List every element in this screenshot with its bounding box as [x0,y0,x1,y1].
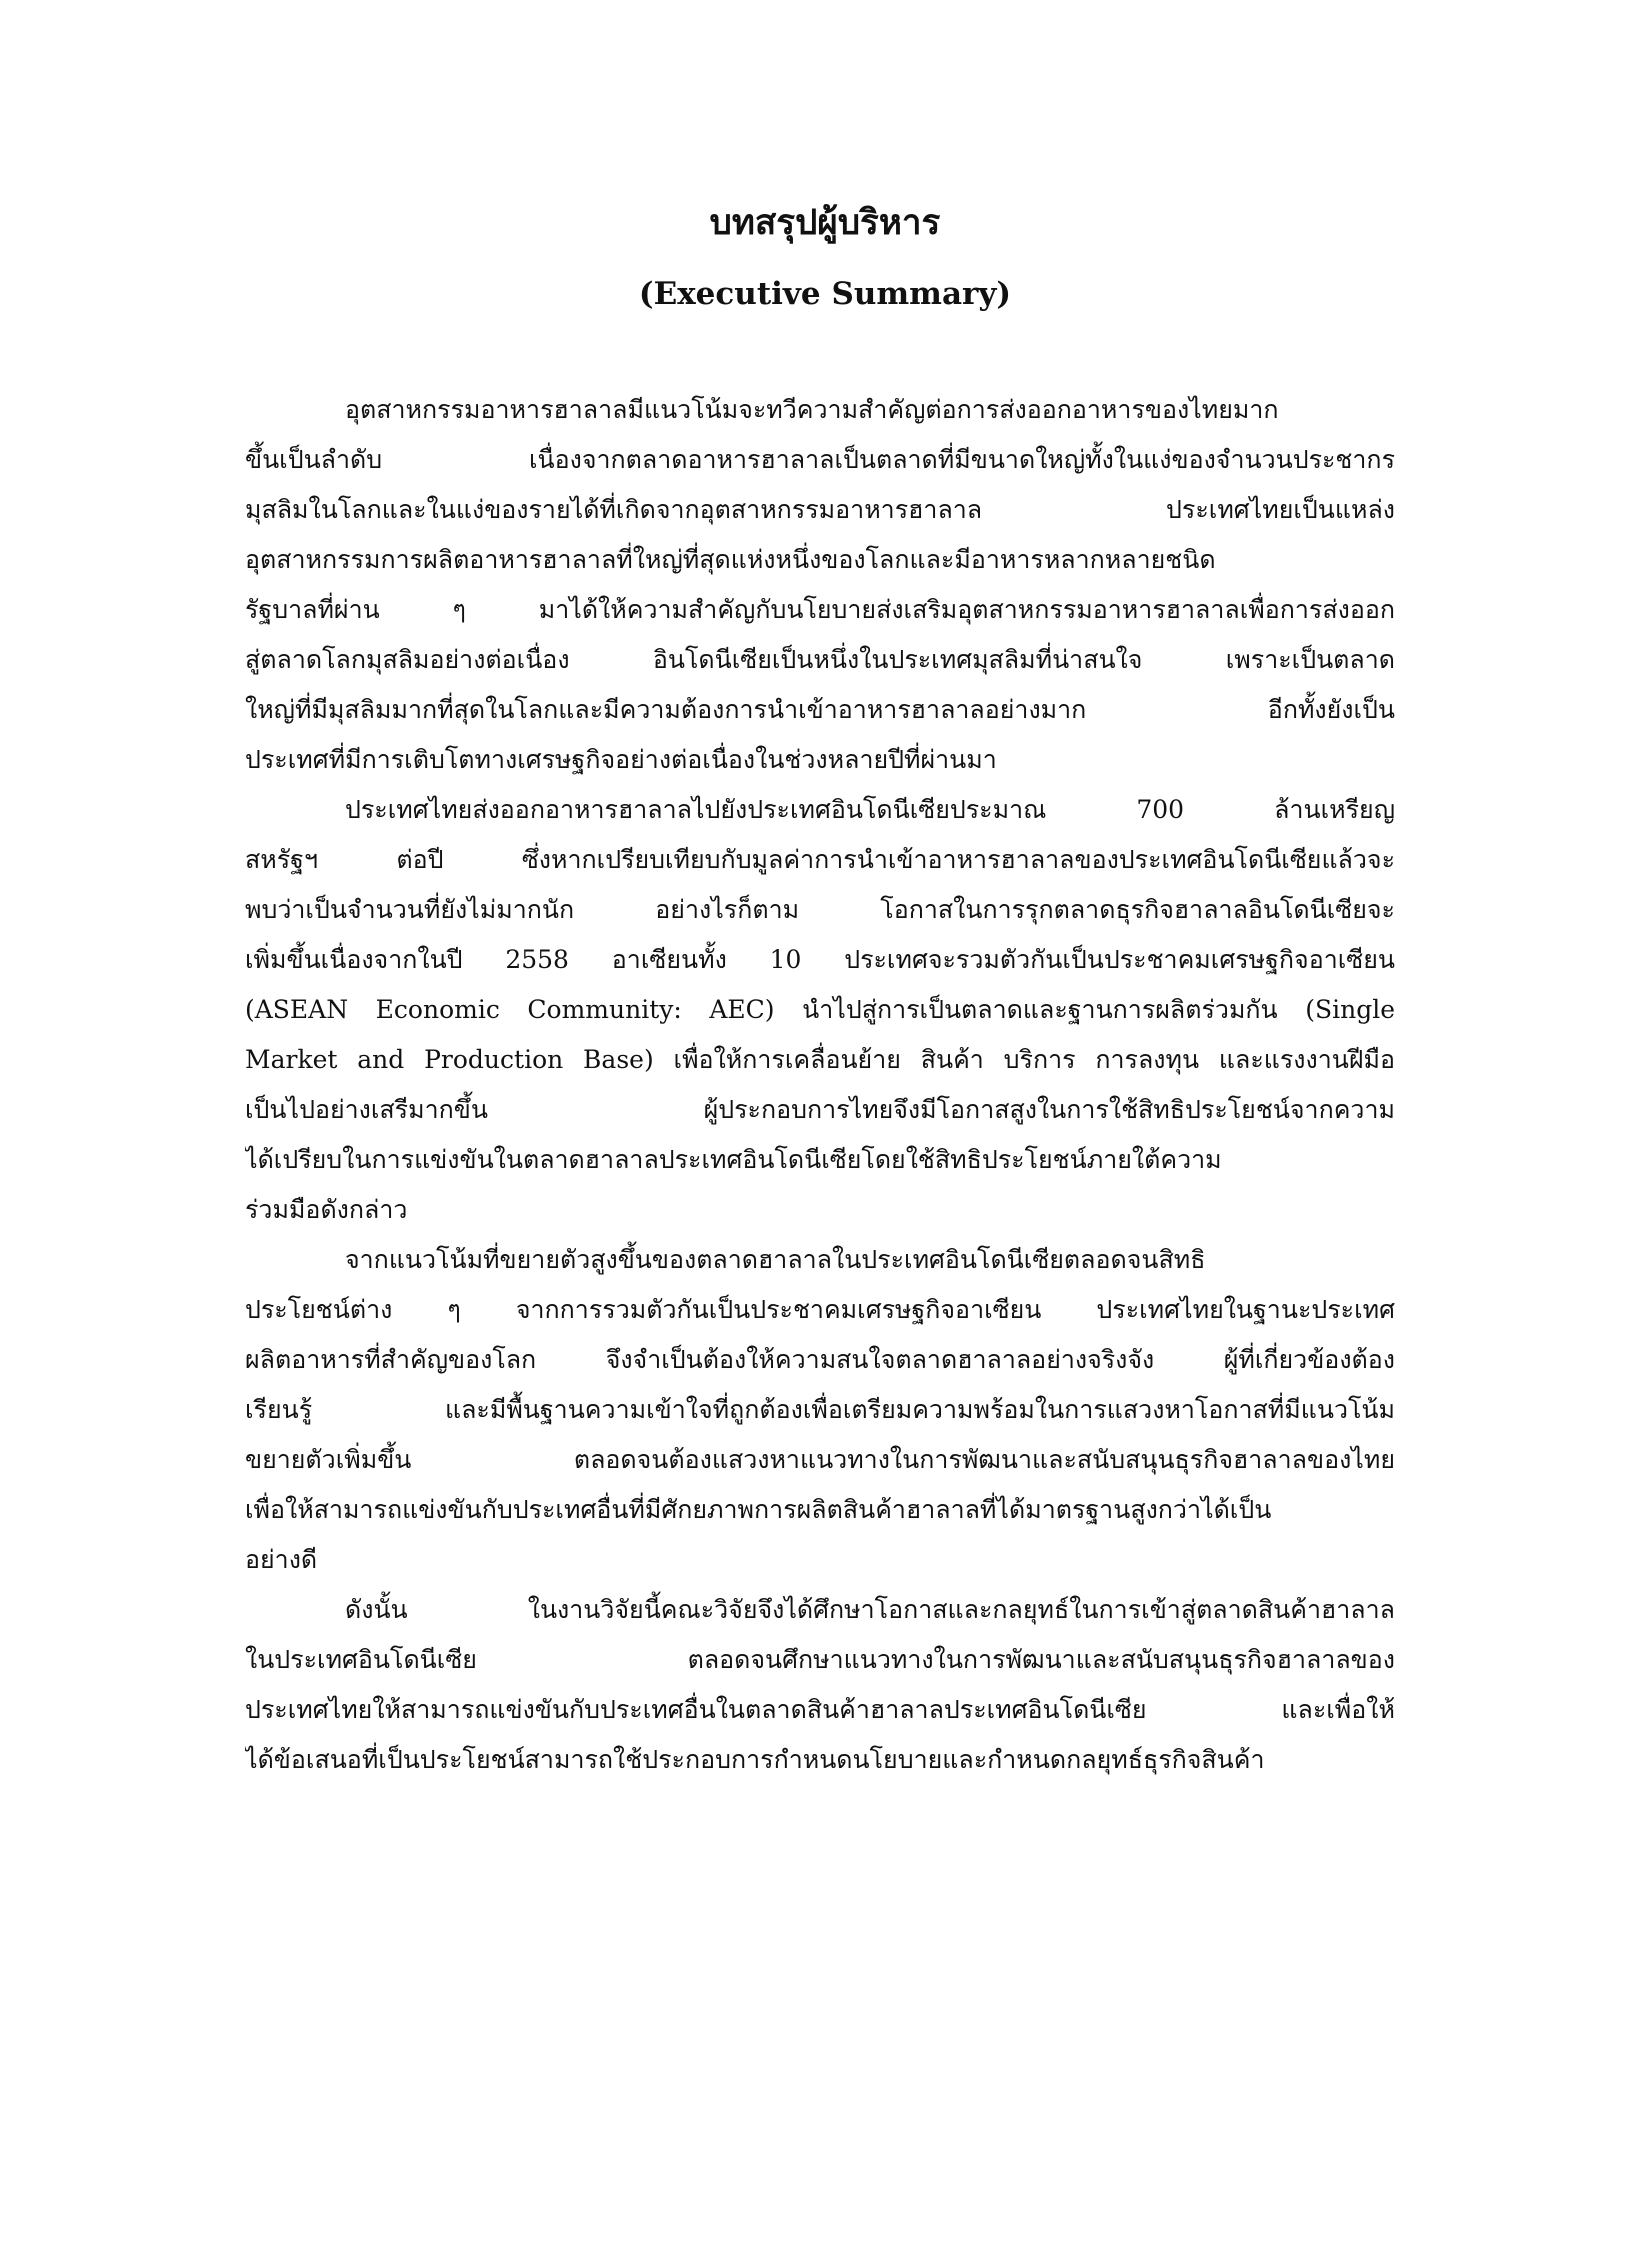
text-line: ร่วมมือดังกล่าว [245,1195,408,1224]
text-line: เพื่อให้สามารถแข่งขันกับประเทศอื่นที่มีศักยภาพการผลิตสินค้าฮาลาลที่ได้มาตรฐานสูงกว่าได้เป็น [245,1495,1272,1524]
text-line: พบว่าเป็นจำนวนที่ยังไม่มากนัก อย่างไรก็ตาม โอกาสในการรุกตลาดธุรกิจฮาลาลอินโดนีเซียจะ [245,895,1395,924]
text-line: (ASEAN Economic Community: AEC) นำไปสู่การเป็นตลาดและฐานการผลิตร่วมกัน (Single [245,995,1395,1024]
text-line: ในประเทศอินโดนีเซีย ตลอดจนศึกษาแนวทางในการพัฒนาและสนับสนุนธุรกิจฮาลาลของ [245,1645,1395,1674]
paragraph [245,1235,1395,1585]
text-line: ผลิตอาหารที่สำคัญของโลก จึงจำเป็นต้องให้ความสนใจตลาดฮาลาลอย่างจริงจัง ผู้ที่เกี่ยวข้องต้อง [245,1345,1395,1374]
paragraph [245,1585,1395,1785]
text-line: ดังนั้น ในงานวิจัยนี้คณะวิจัยจึงได้ศึกษาโอกาสและกลยุทธ์ในการเข้าสู่ตลาดสินค้าฮาลาล [345,1595,1395,1624]
text-line: ใหญ่ที่มีมุสลิมมากที่สุดในโลกและมีความต้องการนำเข้าอาหารฮาลาลอย่างมาก อีกทั้งยังเป็น [245,695,1395,724]
text-line: สู่ตลาดโลกมุสลิมอย่างต่อเนื่อง อินโดนีเซียเป็นหนึ่งในประเทศมุสลิมที่น่าสนใจ เพราะเป็นตลาด [245,645,1395,674]
text-line: Market and Production Base) เพื่อให้การเคลื่อนย้าย สินค้า บริการ การลงทุน และแรงงานฝีมือ [245,1045,1395,1074]
text-line: ขยายตัวเพิ่มขึ้น ตลอดจนต้องแสวงหาแนวทางในการพัฒนาและสนับสนุนธุรกิจฮาลาลของไทย [245,1445,1395,1474]
page-title: บทสรุปผู้บริหาร [709,202,941,243]
text-line: เป็นไปอย่างเสรีมากขึ้น ผู้ประกอบการไทยจึงมีโอกาสสูงในการใช้สิทธิประโยชน์จากความ [245,1095,1395,1124]
text-line: ขึ้นเป็นลำดับ เนื่องจากตลาดอาหารฮาลาลเป็นตลาดที่มีขนาดใหญ่ทั้งในแง่ของจำนวนประชากร [245,445,1395,474]
text-line: เรียนรู้ และมีพื้นฐานความเข้าใจที่ถูกต้องเพื่อเตรียมความพร้อมในการแสวงหาโอกาสที่มีแนวโน้ม [245,1395,1395,1424]
body-text [245,385,1395,1785]
text-line: เพิ่มขึ้นเนื่องจากในปี 2558 อาเซียนทั้ง 10 ประเทศจะรวมตัวกันเป็นประชาคมเศรษฐกิจอาเซียน [245,945,1395,974]
text-line: ได้เปรียบในการแข่งขันในตลาดฮาลาลประเทศอินโดนีเซียโดยใช้สิทธิประโยชน์ภายใต้ความ [245,1145,1222,1174]
paragraph [245,785,1395,1235]
text-line: ประเทศที่มีการเติบโตทางเศรษฐกิจอย่างต่อเนื่องในช่วงหลายปีที่ผ่านมา [245,745,997,774]
paragraph [245,385,1395,785]
text-line: ได้ข้อเสนอที่เป็นประโยชน์สามารถใช้ประกอบการกำหนดนโยบายและกำหนดกลยุทธ์ธุรกิจสินค้า [245,1745,1265,1774]
text-line: มุสลิมในโลกและในแง่ของรายได้ที่เกิดจากอุตสาหกรรมอาหารฮาลาล ประเทศไทยเป็นแหล่ง [245,495,1395,524]
text-line: อุตสาหกรรมอาหารฮาลาลมีแนวโน้มจะทวีความสำคัญต่อการส่งออกอาหารของไทยมาก [345,395,1279,424]
text-line: จากแนวโน้มที่ขยายตัวสูงขึ้นของตลาดฮาลาลในประเทศอินโดนีเซียตลอดจนสิทธิ [345,1245,1206,1274]
text-line: สหรัฐฯ ต่อปี ซึ่งหากเปรียบเทียบกับมูลค่าการนำเข้าอาหารฮาลาลของประเทศอินโดนีเซียแล้วจะ [245,845,1395,874]
text-line: ประเทศไทยให้สามารถแข่งขันกับประเทศอื่นในตลาดสินค้าฮาลาลประเทศอินโดนีเซีย และเพื่อให้ [245,1695,1395,1724]
page-subtitle: (Executive Summary) [638,276,1012,312]
text-line: อุตสาหกรรมการผลิตอาหารฮาลาลที่ใหญ่ที่สุดแห่งหนึ่งของโลกและมีอาหารหลากหลายชนิด [245,545,1216,574]
text-line: อย่างดี [245,1545,318,1574]
text-line: รัฐบาลที่ผ่าน ๆ มาได้ให้ความสำคัญกับนโยบายส่งเสริมอุตสาหกรรมอาหารฮาลาลเพื่อการส่งออก [245,595,1395,624]
text-line: ประโยชน์ต่าง ๆ จากการรวมตัวกันเป็นประชาคมเศรษฐกิจอาเซียน ประเทศไทยในฐานะประเทศ [245,1295,1395,1324]
text-line: ประเทศไทยส่งออกอาหารฮาลาลไปยังประเทศอินโดนีเซียประมาณ 700 ล้านเหรียญ [345,795,1395,824]
